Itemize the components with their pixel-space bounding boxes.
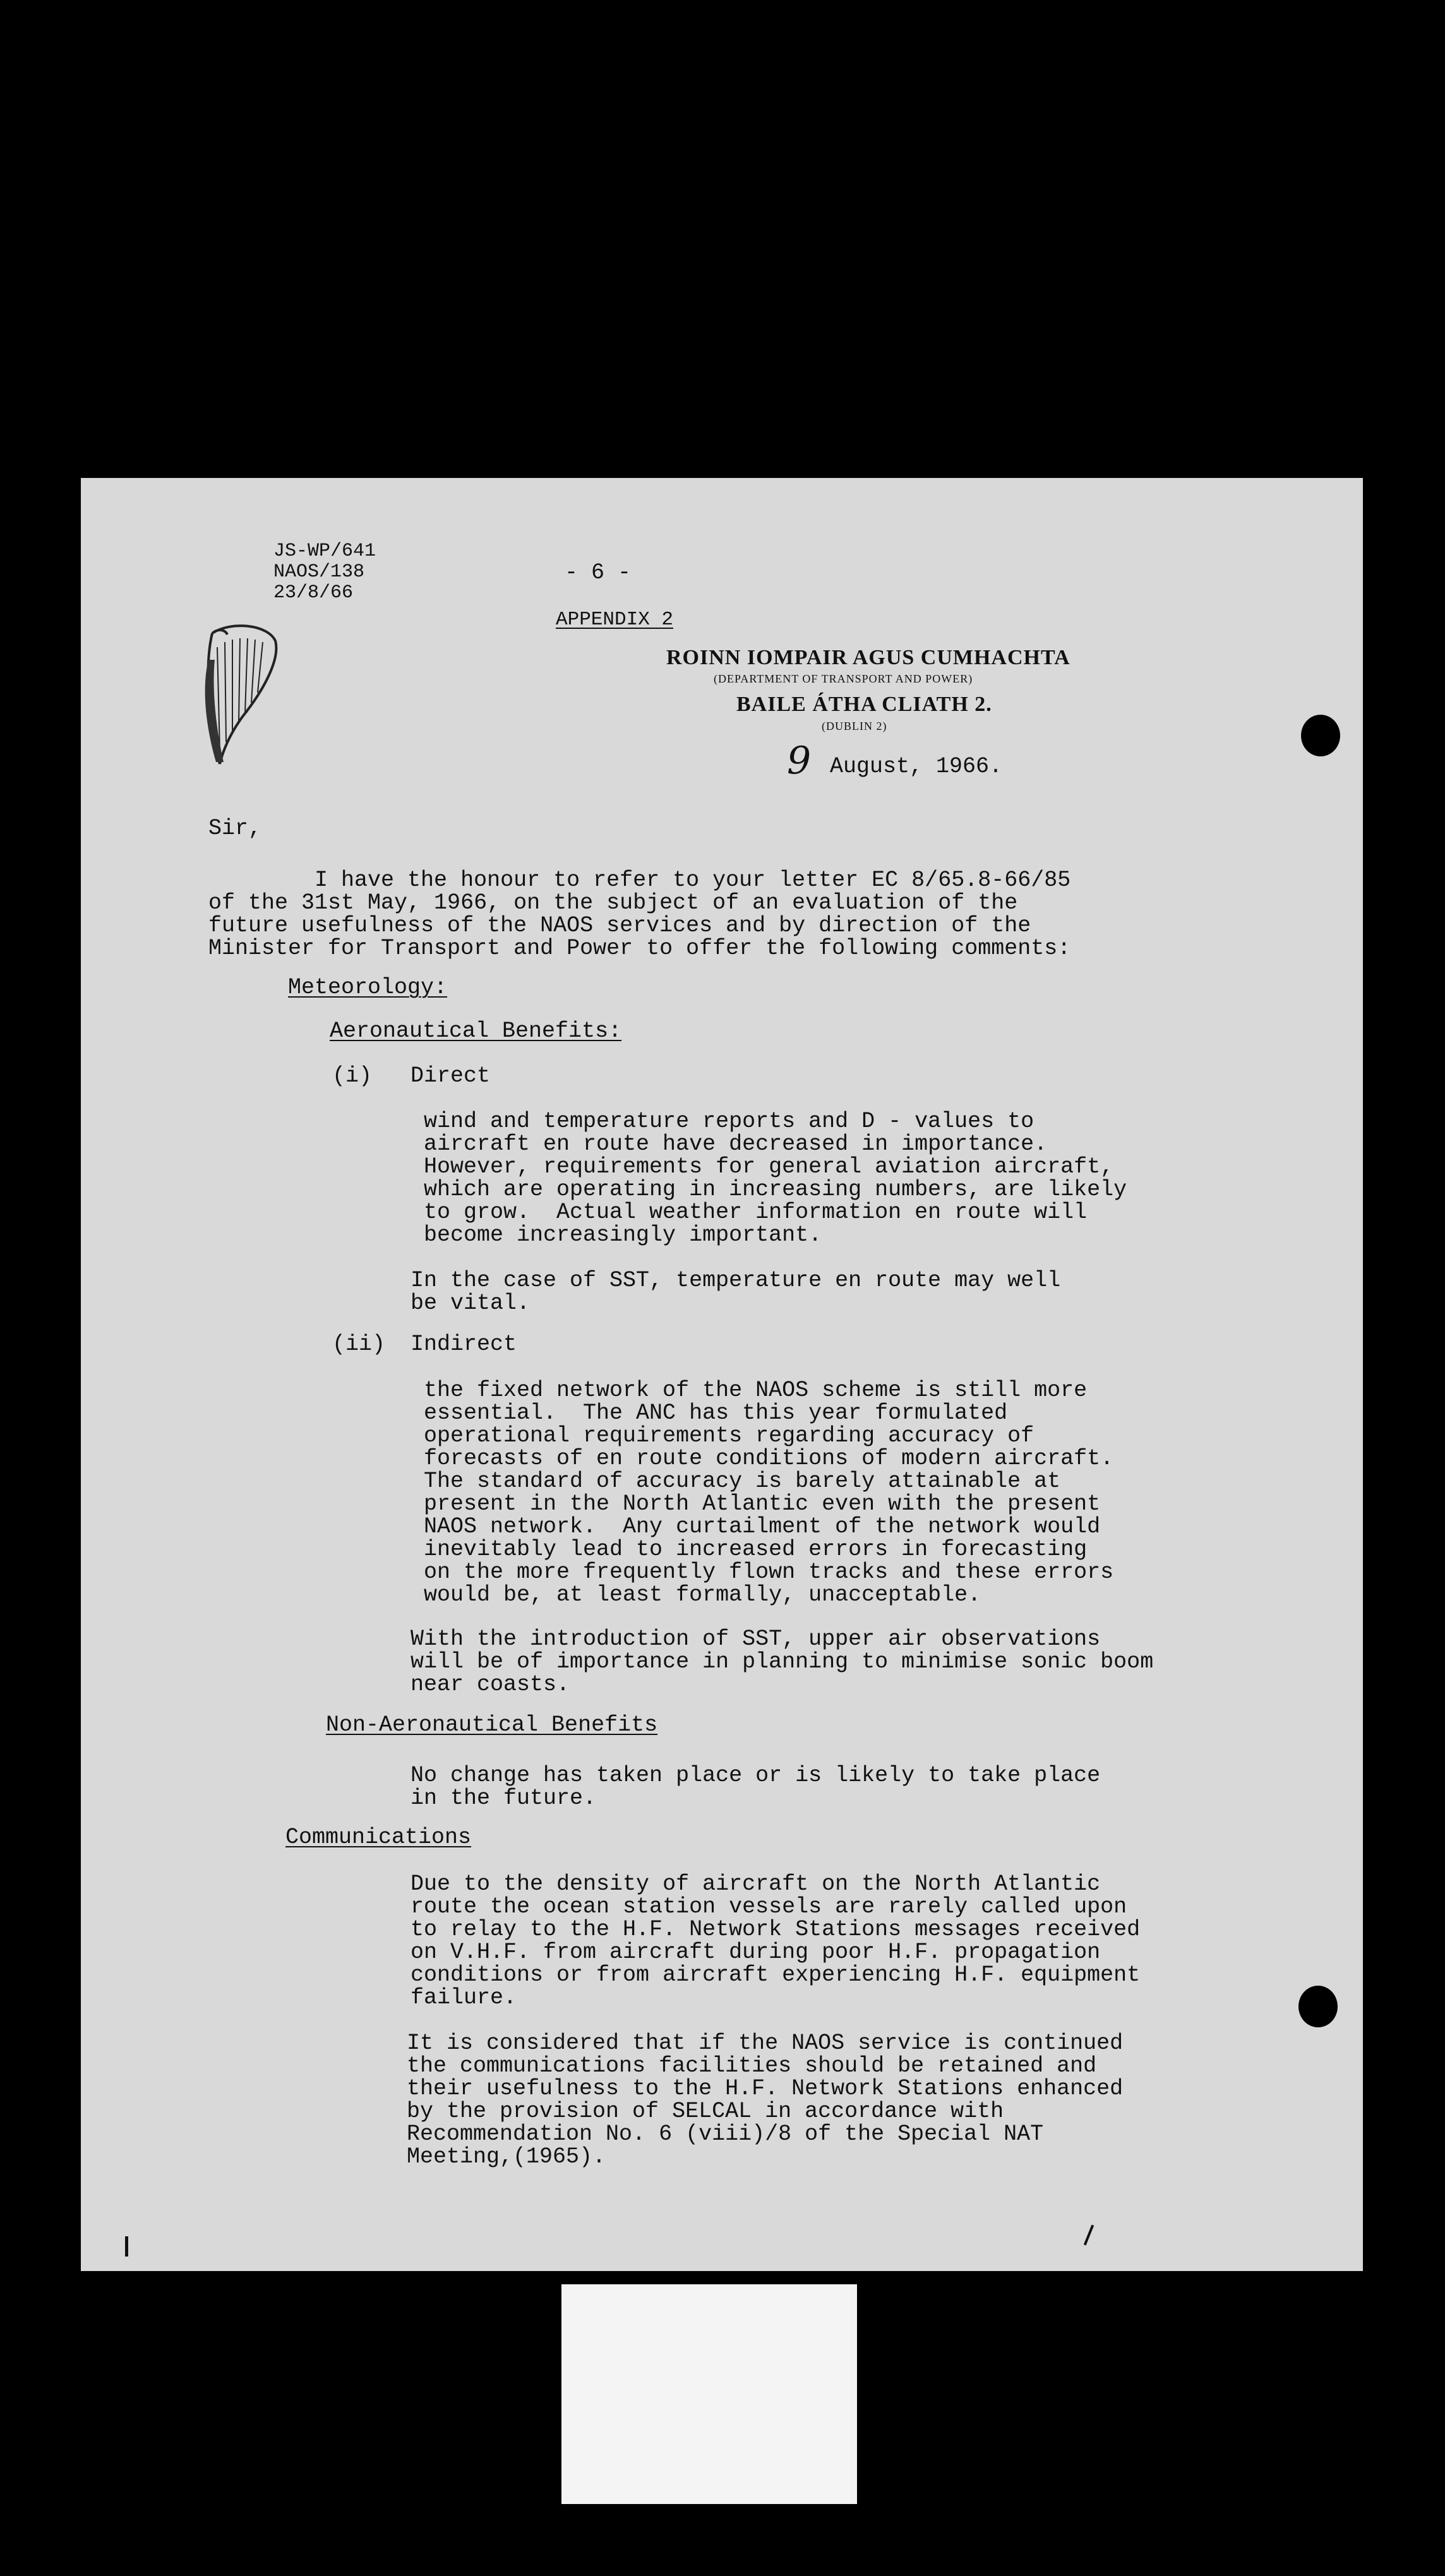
sst-line-2: be vital. xyxy=(411,1291,531,1316)
comms-para2-line-3: their usefulness to the H.F. Network Stations enhanced xyxy=(407,2076,1124,2101)
comms-para1-line-3: to relay to the H.F. Network Stations messages received xyxy=(411,1917,1141,1942)
comms-para2-line-2: the communications facilities should be retained and xyxy=(407,2053,1097,2078)
intro-line-3: future usefulness of the NAOS services and by direction of the xyxy=(208,913,1031,938)
direct-title: Direct xyxy=(411,1063,491,1088)
intro-line-4: Minister for Transport and Power to offer the following comments: xyxy=(208,936,1071,961)
comms-para2-line-1: It is considered that if the NAOS service is continued xyxy=(407,2030,1124,2056)
direct-line-1: wind and temperature reports and D - values to xyxy=(424,1109,1034,1134)
indirect-label: (ii) xyxy=(332,1332,386,1357)
salutation: Sir, xyxy=(208,816,262,841)
indirect-line-7: NAOS network. Any curtailment of the network would xyxy=(424,1514,1101,1539)
non-aero-line-1: No change has taken place or is likely to take place xyxy=(411,1763,1101,1788)
indirect-line-1: the fixed network of the NAOS scheme is still more xyxy=(424,1378,1088,1403)
sst-upper-line-3: near coasts. xyxy=(411,1672,570,1697)
comms-para1-line-5: conditions or from aircraft experiencing H.F. equipment xyxy=(411,1962,1141,1988)
aeronautical-benefits-heading: Aeronautical Benefits: xyxy=(330,1018,622,1044)
appendix-label: APPENDIX 2 xyxy=(556,609,674,631)
indirect-line-6: present in the North Atlantic even with the present xyxy=(424,1491,1101,1517)
comms-para1-line-4: on V.H.F. from aircraft during poor H.F. propagation xyxy=(411,1940,1101,1965)
blank-card xyxy=(561,2284,857,2504)
department-irish: ROINN IOMPAIR AGUS CUMHACHTA xyxy=(666,646,1070,669)
comms-para2-line-6: Meeting,(1965). xyxy=(407,2144,606,2169)
direct-line-6: become increasingly important. xyxy=(424,1222,822,1248)
comms-para2-line-4: by the provision of SELCAL in accordance with xyxy=(407,2099,1004,2124)
direct-line-4: which are operating in increasing numbers, are likely xyxy=(424,1177,1127,1202)
intro-line-2: of the 31st May, 1966, on the subject of an evaluation of the xyxy=(208,890,1018,915)
indirect-title: Indirect xyxy=(411,1332,517,1357)
city-english: (DUBLIN 2) xyxy=(822,720,887,732)
date-text: August, 1966. xyxy=(830,754,1003,779)
indirect-line-3: operational requirements regarding accuracy of xyxy=(424,1423,1034,1448)
indirect-line-2: essential. The ANC has this year formulated xyxy=(424,1400,1008,1426)
comms-para1-line-6: failure. xyxy=(411,1985,517,2010)
city-irish: BAILE ÁTHA CLIATH 2. xyxy=(736,693,992,716)
page-number: - 6 - xyxy=(565,560,632,585)
sst-line-1: In the case of SST, temperature en route may well xyxy=(411,1268,1061,1293)
meteorology-heading: Meteorology: xyxy=(288,975,448,1000)
indirect-line-8: inevitably lead to increased errors in forecasting xyxy=(424,1537,1088,1562)
reference-line-2: NAOS/138 xyxy=(273,561,365,583)
comms-para2-line-5: Recommendation No. 6 (viii)/8 of the Special NAT xyxy=(407,2121,1044,2147)
indirect-line-9: on the more frequently flown tracks and these errors xyxy=(424,1559,1114,1585)
sst-upper-line-2: will be of importance in planning to minimise sonic boom xyxy=(411,1649,1154,1674)
harp-emblem-icon xyxy=(187,622,288,768)
comms-para1-line-1: Due to the density of aircraft on the North Atlantic xyxy=(411,1871,1101,1897)
reference-line-3: 23/8/66 xyxy=(273,582,354,604)
margin-mark-right xyxy=(1084,2224,1094,2245)
indirect-line-4: forecasts of en route conditions of modern aircraft. xyxy=(424,1446,1114,1471)
margin-mark-left xyxy=(125,2236,128,2257)
non-aeronautical-heading: Non-Aeronautical Benefits xyxy=(326,1712,658,1738)
department-english: (DEPARTMENT OF TRANSPORT AND POWER) xyxy=(714,672,973,685)
direct-line-5: to grow. Actual weather information en route will xyxy=(424,1200,1088,1225)
indirect-line-5: The standard of accuracy is barely attainable at xyxy=(424,1469,1061,1494)
non-aero-line-2: in the future. xyxy=(411,1786,597,1811)
letter-page xyxy=(81,478,1363,2271)
date-day-handwritten: 9 xyxy=(787,739,812,783)
direct-line-3: However, requirements for general aviation aircraft, xyxy=(424,1154,1114,1179)
punch-hole-top xyxy=(1301,715,1340,756)
reference-line-1: JS-WP/641 xyxy=(273,540,376,562)
communications-heading: Communications xyxy=(285,1825,472,1850)
sst-upper-line-1: With the introduction of SST, upper air observations xyxy=(411,1626,1101,1652)
punch-hole-bottom xyxy=(1298,1986,1338,2027)
indirect-line-10: would be, at least formally, unacceptable. xyxy=(424,1582,981,1607)
direct-label: (i) xyxy=(332,1063,373,1088)
direct-line-2: aircraft en route have decreased in importance. xyxy=(424,1131,1048,1157)
intro-line-1: I have the honour to refer to your letter EC 8/65.8-66/85 xyxy=(208,868,1071,893)
comms-para1-line-2: route the ocean station vessels are rarely called upon xyxy=(411,1894,1127,1919)
